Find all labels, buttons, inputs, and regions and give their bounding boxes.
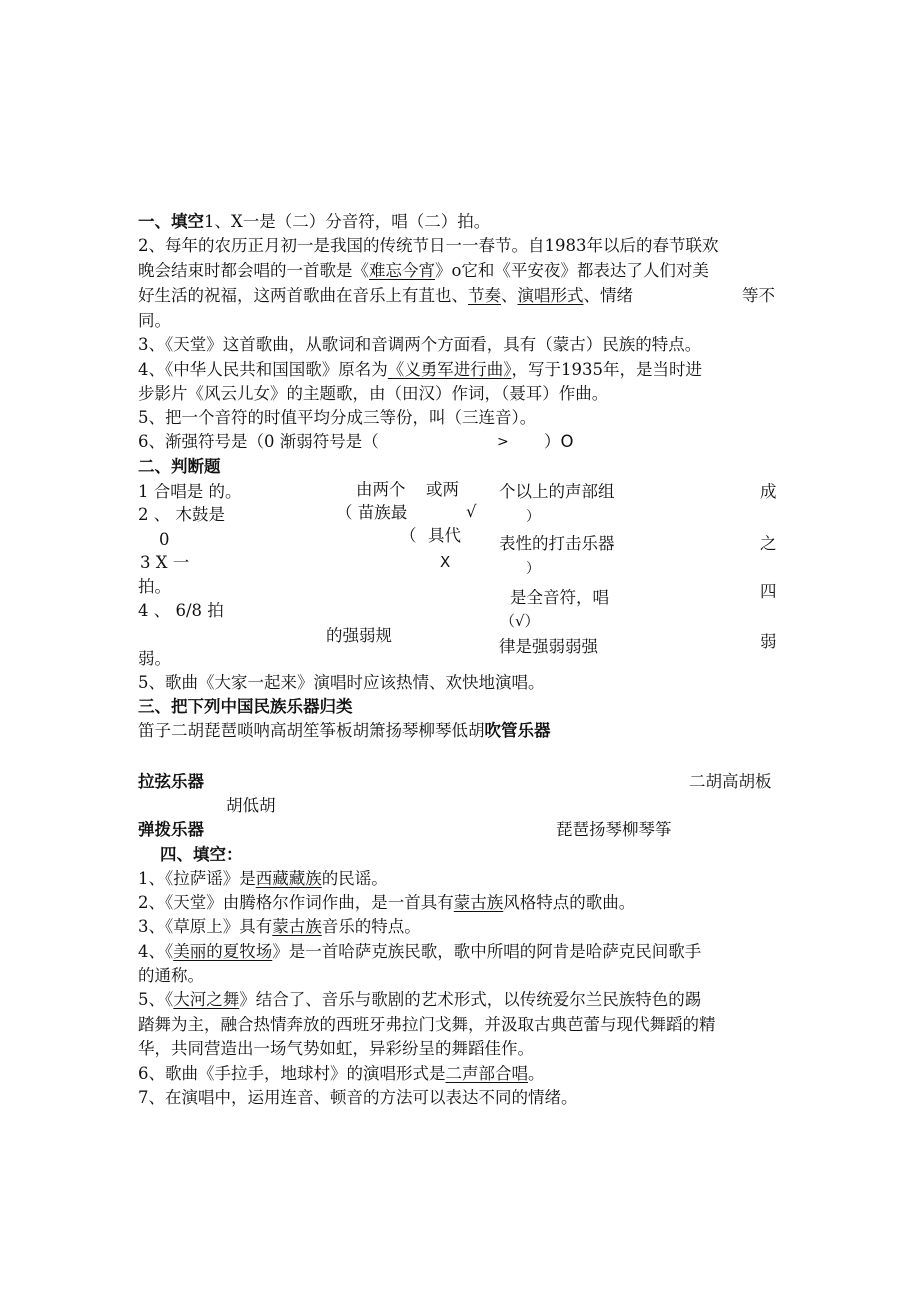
frag: 成 [760,482,777,501]
s1-question-6-symbol: > [497,434,509,450]
section1-heading: 一、填空 [138,212,204,231]
text: 》o它和《平安夜》都表达了人们对美 [435,261,709,280]
frag: 律是强弱弱强 [499,637,598,656]
frag: 四 [760,582,777,601]
s4-question-4 [138,940,701,964]
answer-underlined: 西藏藏族 [255,869,322,888]
answer-underlined: 蒙古族 [272,917,322,936]
string-items: 二胡高胡板 [689,772,772,791]
frag: （√） [500,612,540,630]
answer-underlined: 演唱形式 [517,286,584,305]
frag: 4 、 6/8 拍 [138,601,224,620]
clipped-fragment [490,626,630,656]
instrument-list [138,719,551,743]
cross-mark: X [440,553,451,571]
frag: 1 合唱是 的。 [138,482,242,501]
frag: 具代 [428,526,461,545]
text: 晚会结束时都会唱的一首歌是《 [138,261,369,280]
s2-question-5: 5、歌曲《大家一起来》演唱时应该热情、欢快地演唱。 [138,673,545,692]
frag: 的强弱规 [326,626,392,645]
text: 风格特点的歌曲。 [503,893,636,912]
pluck-items: 琵琶扬琴柳琴筝 [556,820,672,839]
s4-question-1 [138,867,388,891]
s4-question-7: 7、在演唱中，运用连音、顿音的方法可以表达不同的情绪。 [138,1088,578,1107]
text: 》是一首哈萨克族民歌，歌中所唱的阿肯是哈萨克民间歌手 [272,942,702,961]
text: 》结合了、音乐与歌剧的艺术形式，以传统爱尔兰民族特色的踢 [239,990,702,1009]
text: 。 [528,1064,545,1083]
frag: 个以上的声部组 [499,482,615,501]
text: 、 [501,286,518,305]
section3-heading: 三、把下列中国民族乐器归类 [138,697,353,716]
text: 4、《 [138,942,174,961]
s4-question-5-line-2: 踏舞为主，融合热情奔放的西班牙弗拉门戈舞，并汲取古典芭蕾与现代舞蹈的精 [138,1015,716,1034]
answer-underlined: 蒙古族 [453,893,504,912]
frag: ） [526,561,540,577]
s1-question-4-line-2: 步影片《风云儿女》的主题歌，由（田汉）作词，（聂耳）作曲。 [138,384,609,403]
frag: 之 [760,534,777,553]
wind-category-label: 吹管乐器 [484,721,551,740]
text: 6、歌曲《手拉手，地球村》的演唱形式是 [138,1064,446,1083]
frag: （ [400,526,417,545]
frag: 2 、 木鼓是 [138,505,225,524]
s4-question-4-line-2: 的通称。 [138,966,204,985]
text: 4、《中华人民共和国国歌》原名为 [138,360,388,379]
check-mark: √ [466,502,477,521]
text: 1、《拉萨谣》是 [138,869,256,888]
s1-question-3: 3、《天堂》这首歌曲，从歌词和音调两个方面看，具有（蒙古）民族的特点。 [138,335,702,354]
answer-underlined: 美丽的夏牧场 [173,942,273,961]
s1-question-1: 1、X一是（二）分音符，唱（二）拍。 [204,212,491,231]
s4-question-5 [138,988,701,1012]
frag: 拍。 [138,577,171,596]
string-items-cont: 胡低胡 [226,796,276,815]
text: 5、《 [138,990,174,1009]
frag: （ 苗族最 [336,503,408,522]
answer-underlined: 《义勇军进行曲》 [387,360,512,379]
s1-question-2-line-1: 2、每年的农历正月初一是我国的传统节日一一春节。自1983年以后的春节联欢 [138,236,719,255]
frag: 或两 [426,480,459,499]
frag: 3 X 一 [140,553,190,572]
s4-question-3 [138,915,421,939]
text: 好生活的祝福，这两首歌曲在音乐上有苴也、 [138,286,468,305]
s1-question-6: 6、渐强符号是（0 渐弱符号是（ [138,432,379,451]
text: 音乐的特点。 [321,917,421,936]
s1-question-6-end: ）O [544,432,574,451]
frag: 弱。 [138,649,171,668]
answer-underlined: 节奏 [468,286,501,305]
frag: ） [526,509,540,525]
text: 2、《天堂》由腾格尔作词作曲，是一首具有 [138,893,454,912]
section4-heading: 四、填空： [160,845,243,864]
frag: 由两个 [356,480,406,499]
frag: 0 [159,530,170,549]
s4-question-2 [138,891,635,915]
text: ，写于1935年，是当时进 [511,360,702,379]
section2-heading: 二、判断题 [138,457,221,476]
answer-underlined: 二声部合唱 [445,1064,528,1083]
s4-question-5-line-3: 华，共同营造出一场气势如虹，异彩纷呈的舞蹈佳作。 [138,1039,534,1058]
text: 、情绪 [583,286,633,305]
pluck-category-label: 弹拨乐器 [138,820,204,839]
text: 笛子二胡琵琶唢呐高胡笙筝板胡箫扬琴柳琴低胡 [138,721,485,740]
s1-question-2-line-4: 同。 [138,311,171,330]
string-category-label: 拉弦乐器 [138,772,204,791]
text: 的民谣。 [321,869,388,888]
s1-question-2-line-3-end: 等不 [742,286,775,305]
frag: 弱 [760,632,777,651]
s1-question-5: 5、把一个音符的时值平均分成三等份，叫（三连音）。 [138,408,537,427]
frag: 是全音符，唱 [510,588,609,607]
text: 3、《草原上》具有 [138,917,273,936]
answer-underlined: 大河之舞 [173,990,240,1009]
answer-underlined: 难忘今宵 [369,261,435,280]
frag: 表性的打击乐器 [499,534,615,553]
s4-question-6 [138,1062,545,1086]
